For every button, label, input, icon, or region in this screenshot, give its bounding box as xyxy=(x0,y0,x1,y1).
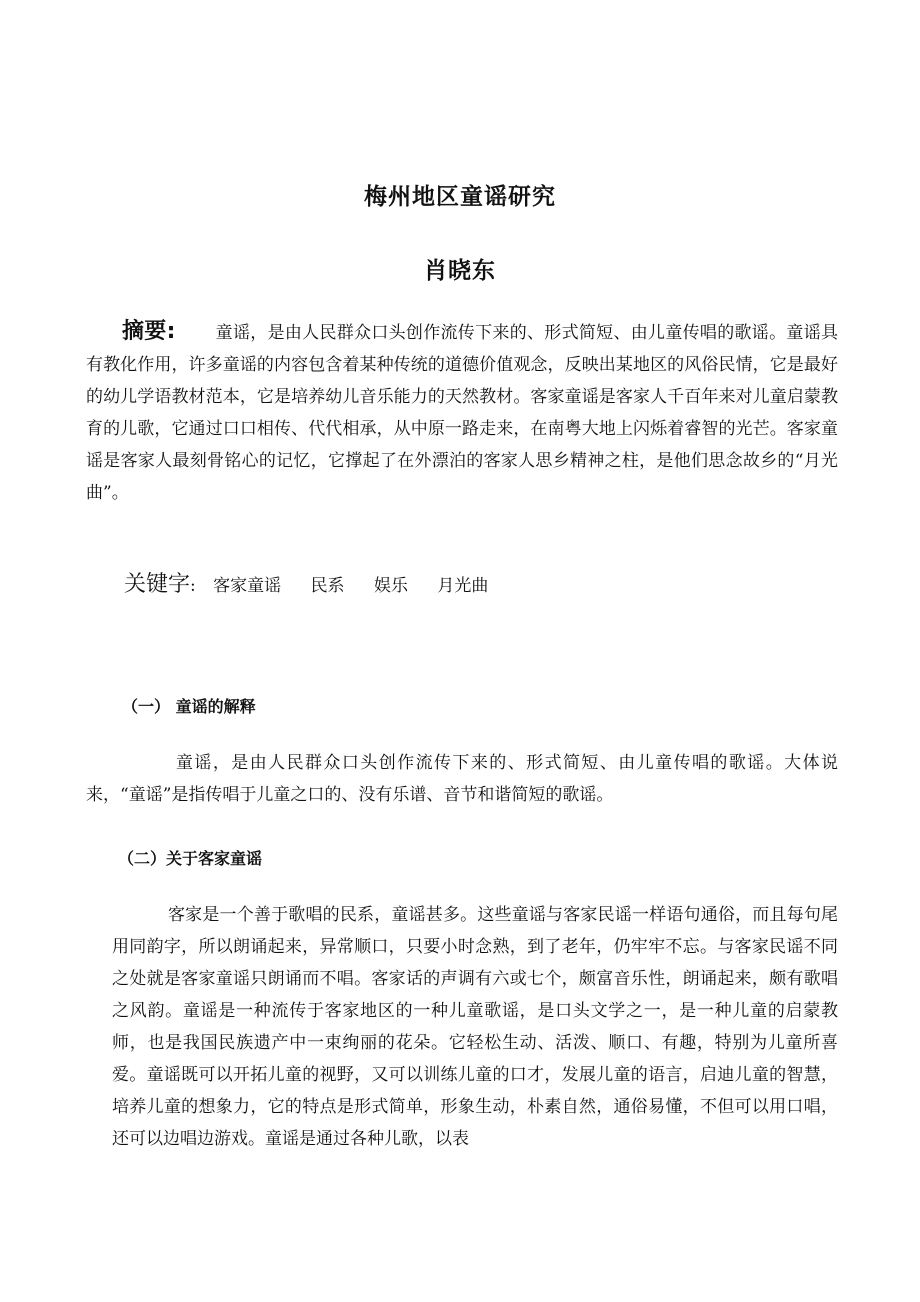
document-title: 梅州地区童谣研究 xyxy=(364,184,556,210)
section-heading-1: （一） 童谣的解释 xyxy=(122,697,256,716)
section-heading-2: （二）关于客家童谣 xyxy=(118,849,263,868)
keywords-separator: : xyxy=(190,576,196,596)
keyword-item: 民系 xyxy=(310,576,345,596)
keyword-item: 娱乐 xyxy=(373,576,408,596)
abstract-label: 摘要: xyxy=(122,319,176,344)
section-text-1: 童谣，是由人民群众口头创作流传下来的、形式简短、由儿童传唱的歌谣。大体说来，“童谣”是指传唱于儿童之口的、没有乐谱、音节和谐简短的歌谣。 xyxy=(86,753,838,805)
keyword-item: 月光曲 xyxy=(437,576,489,596)
section-text-2: 客家是一个善于歌唱的民系，童谣甚多。这些童谣与客家民谣一样语句通俗，而且每句尾用同韵字，所以朗诵起来，异常顺口，只要小时念熟，到了老年，仍牢牢不忘。与客家民谣不同之处就是客家童谣只朗诵而不唱。客家话的声调有六或七个，颇富音乐性，朗诵起来，颇有歌唱之风韵。童谣是一种流传于客家地区的一种儿童歌谣，是口头文学之一，是一种儿童的启蒙教师，也是我国民族遗产中一束绚丽的花朵。它轻松生动、活泼、顺口、有趣，特别为儿童所喜爱。童谣既可以开拓儿童的视野，又可以训练儿童的口才，发展儿童的语言，启迪儿童的智慧，培养儿童的想象力，它的特点是形式简单，形象生动，朴素自然，通俗易懂，不但可以用口唱，还可以边唱边游戏。童谣是通过各种儿歌，以表 xyxy=(112,905,838,1149)
keywords-line xyxy=(124,569,502,602)
abstract-paragraph xyxy=(86,316,838,509)
section-paragraph-2 xyxy=(112,899,838,1155)
keywords-label: 关键字 xyxy=(124,572,191,597)
section-paragraph-1 xyxy=(86,747,838,811)
document-author: 肖晓东 xyxy=(424,258,496,284)
keyword-item: 客家童谣 xyxy=(213,576,282,596)
abstract-text: 童谣，是由人民群众口头创作流传下来的、形式简短、由儿童传唱的歌谣。童谣具有教化作用，许多童谣的内容包含着某种传统的道德价值观念，反映出某地区的风俗民情，它是最好的幼儿学语教材范本，它是培养幼儿音乐能力的天然教材。客家童谣是客家人千百年来对儿童启蒙教育的儿歌，它通过口口相传、代代相承，从中原一路走来，在南粤大地上闪烁着睿智的光芒。客家童谣是客家人最刻骨铭心的记忆，它撑起了在外漂泊的客家人思乡精神之柱，是他们思念故乡的“月光曲”。 xyxy=(86,323,838,503)
